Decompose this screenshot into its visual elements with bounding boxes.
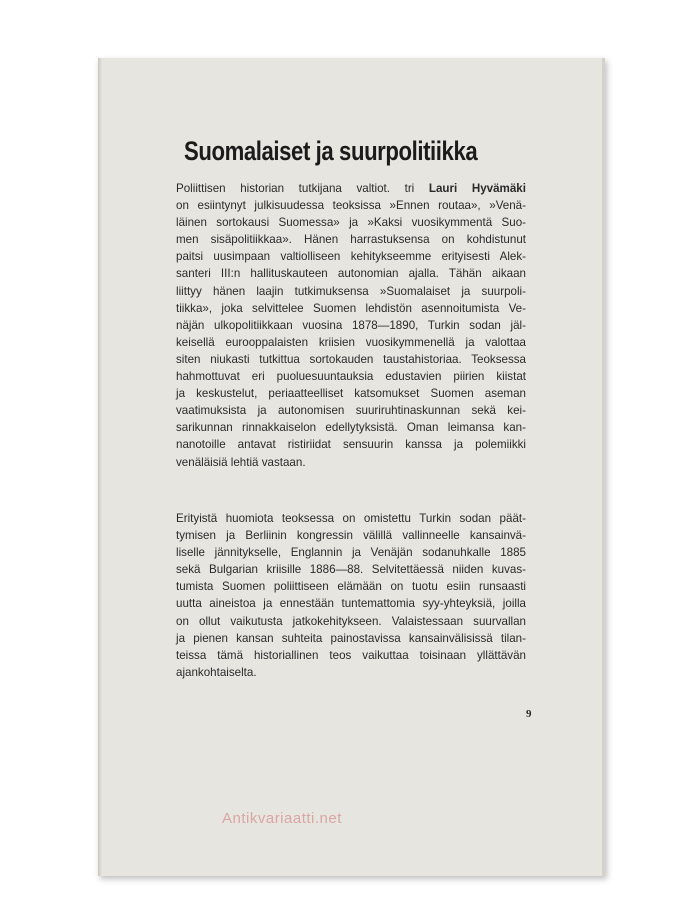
para1-line: santeri III:n hallituskauteen autonomian ajalla. Tähän aikaan: [176, 267, 526, 281]
para1-line: keisellä eurooppalaisten kriisien vuosikymmenellä ja valottaa: [176, 335, 526, 349]
para2-line: sekä Bulgarian kriisille 1886—88. Selvitettäessä niiden kuvas-: [176, 563, 526, 577]
para1-line: Poliittisen historian tutkijana valtiot. tri Lauri Hyvämäki: [176, 182, 526, 195]
para1-line: liittyy hänen laajin tutkimuksensa »Suomalaiset ja suurpoli-: [176, 284, 526, 298]
para1-line: läinen sortokausi Suomessa» ja »Kaksi vuosikymmentä Suo-: [176, 216, 526, 230]
cover-right-edge: [602, 58, 605, 876]
book-title: Suomalaiset ja suurpolitiikka: [184, 136, 478, 166]
watermark: Antikvariaatti.net: [222, 810, 342, 827]
para1-line: tiikka», joka selvittelee Suomen lehdistön asennoitumista Ve-: [176, 301, 526, 315]
page-number: 9: [526, 708, 532, 720]
para1-line: näjän ulkopolitiikkaan vuosina 1878—1890, Turkin sodan jäl-: [176, 318, 526, 332]
para2-line: tymisen ja Berliinin kongressin välillä vallinneelle kansainvä-: [176, 529, 526, 543]
para2-line: teissa tämä historiallinen teos vaikuttaa toisinaan yllättävän: [176, 648, 526, 662]
para1-line: men sisäpolitiikkaa». Hänen harrastuksensa on kohdistunut: [176, 233, 526, 247]
para1-line: paitsi uusimpaan valtiolliseen kehitykseemme erityisesti Alek-: [176, 250, 526, 264]
cover-edge-shadow: [98, 58, 102, 876]
para1-line: hahmottuvat eri puoluesuuntauksia edustavien piirien kiistat: [176, 370, 526, 384]
para1-line: vaatimuksista ja autonomisen suuriruhtinaskunnan sekä kei-: [176, 404, 526, 418]
para1-line: ja keskustelut, periaatteelliset katsomukset Suomen aseman: [176, 387, 526, 401]
para1-line: nanotoille antavat ristiriidat sensuurin kanssa ja polemiikki: [176, 438, 526, 452]
description-paragraph-1: [176, 180, 526, 471]
para1-line: sarikunnan rinnakkaiselon edellytyksistä. Oman leimansa kan-: [176, 421, 526, 435]
para1-line: siten niukasti tutkittua sortokauden taustahistoriaa. Teoksessa: [176, 352, 526, 366]
description-paragraph-2: [176, 510, 526, 681]
book-back-cover: [98, 58, 605, 876]
para2-line: Erityistä huomiota teoksessa on omistettu Turkin sodan päät-: [176, 512, 526, 525]
para2-line: ajankohtaiselta.: [176, 665, 257, 679]
para2-line: tumista Suomen poliittiseen elämään on tuotu esiin runsaasti: [176, 580, 526, 594]
para1-line: on esiintynyt julkisuudessa teoksissa »Ennen routaa», »Venä-: [176, 199, 526, 213]
para1-line: venäläisiä lehtiä vastaan.: [176, 455, 306, 469]
para2-line: uutta aineistoa ja ennestään tuntemattomia syy-yhteyksiä, joilla: [176, 597, 526, 611]
para2-line: ja pienen kansan suhteita painostavissa kansainvälisissä tilan-: [176, 631, 526, 645]
para2-line: on ollut vaikutusta jatkokehitykseen. Valaistessaan suurvallan: [176, 614, 526, 628]
para2-line: liselle jännitykselle, Englannin ja Venäjän sodanuhkalle 1885: [176, 546, 526, 560]
author-name: Lauri Hyvämäki: [428, 182, 526, 195]
